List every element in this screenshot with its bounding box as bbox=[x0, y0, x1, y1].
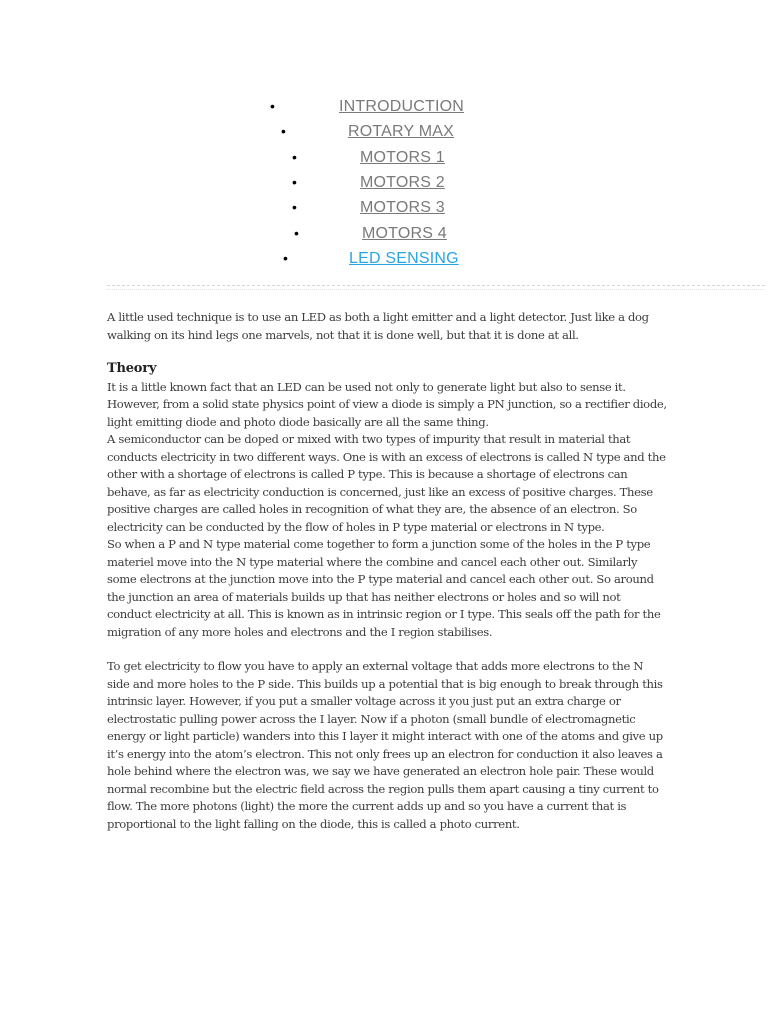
paragraph-spacer bbox=[107, 641, 667, 658]
bullet-icon: • bbox=[281, 123, 286, 139]
bullet-icon: • bbox=[294, 225, 299, 241]
bullet-icon: • bbox=[270, 98, 275, 114]
divider bbox=[107, 285, 765, 286]
body-paragraph: It is a little known fact that an LED can be used not only to generate light but also to sense it. However, from a solid state physics point of view a diode is simply a PN junction, so a rectifier diode, light emitting diode and photo diode basically are all the same thing. bbox=[107, 379, 667, 429]
intro-paragraph: A little used technique is to use an LED as both a light emitter and a light detector. Just like a dog walking on its hind legs one marvels, not that it is done well, but that it is done at all. bbox=[107, 310, 649, 342]
divider bbox=[107, 289, 765, 290]
nav-link-introduction[interactable]: INTRODUCTION bbox=[339, 98, 465, 115]
section-heading-theory: Theory bbox=[107, 361, 157, 376]
nav-link-motors-3[interactable]: MOTORS 3 bbox=[360, 199, 445, 216]
nav-link-motors-4[interactable]: MOTORS 4 bbox=[362, 225, 447, 242]
bullet-icon: • bbox=[292, 199, 297, 215]
bullet-icon: • bbox=[292, 174, 297, 190]
body-paragraph: To get electricity to flow you have to apply an external voltage that adds more electrons to the N side and more holes to the P side. This builds up a potential that is big enough to break through this intrinsic layer. However, if you put a smaller voltage across it you just put an extra charge or electrostatic pulling power across the I layer. Now if a photon (small bundle of electromagnetic energy or light particle) wanders into this I layer it might interact with one of the atoms and give up it’s energy into the atom’s electron. This not only frees up an electron for conduction it also leaves a hole behind where the electron was, we say we have generated an electron hole pair. These would normal recombine but the electric field across the region pulls them apart causing a tiny current to flow. The more photons (light) the more the current adds up and so you have a current that is proportional to the light falling on the diode, this is called a photo current. bbox=[107, 659, 663, 831]
nav-link-rotary-max[interactable]: ROTARY MAX bbox=[348, 123, 455, 140]
nav-link-motors-1[interactable]: MOTORS 1 bbox=[360, 149, 445, 166]
body-paragraph: A semiconductor can be doped or mixed with two types of impurity that result in material that conducts electricity in two different ways. One is with an excess of electrons is called N type and the other with a shortage of electrons is called P type. This is because a shortage of electrons can behave, as far as electricity conduction is concerned, just like an excess of positive charges. These positive charges are called holes in recognition of what they are, the absence of an electron. So electricity can be conducted by the flow of holes in P type material or electrons in N type. bbox=[107, 432, 666, 534]
bullet-icon: • bbox=[283, 250, 288, 266]
body-paragraph: So when a P and N type material come together to form a junction some of the holes in the P type materiel move into the N type material where the combine and cancel each other out. Similarly some electrons at the junction move into the P type material and cancel each other out. So around the junction an area of materials builds up that has neither electrons or holes and so will not conduct electricity at all. This is known as in intrinsic region or I type. This seals off the path for the migration of any more holes and electrons and the I region stabilises. bbox=[107, 537, 661, 639]
nav-link-motors-2[interactable]: MOTORS 2 bbox=[360, 174, 445, 191]
bullet-icon: • bbox=[292, 149, 297, 165]
nav-link-led-sensing[interactable]: LED SENSING bbox=[349, 250, 459, 267]
article-body bbox=[107, 309, 667, 833]
